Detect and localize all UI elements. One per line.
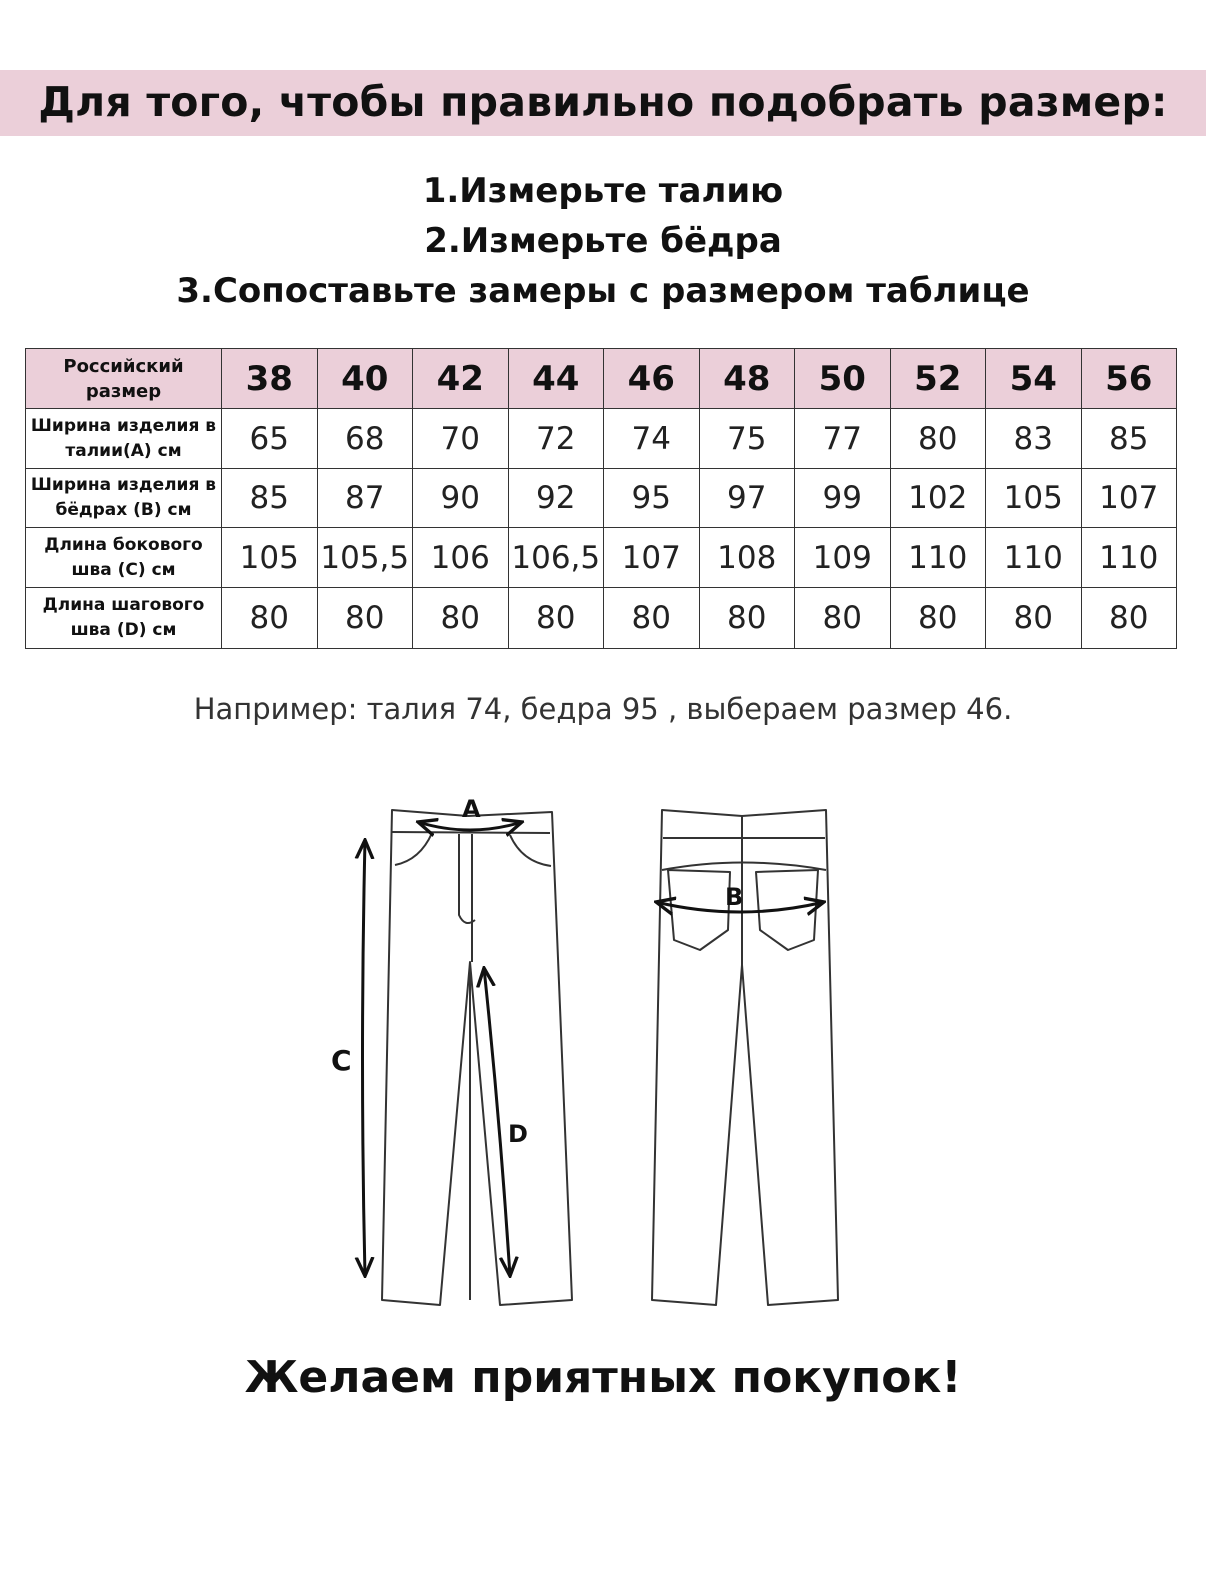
size-header-cell: 40	[317, 349, 413, 409]
example-text: Например: талия 74, бедра 95 , выбераем размер 46.	[193, 692, 1013, 726]
size-header-cell: 52	[890, 349, 986, 409]
table-cell: 105,5	[317, 528, 413, 588]
size-header-cell: 46	[604, 349, 700, 409]
row-label: Ширина изделия в талии(А) см	[26, 409, 222, 469]
hip-width-row	[26, 469, 1177, 528]
label-d: D	[508, 1120, 528, 1148]
table-cell: 110	[1081, 528, 1177, 588]
measurement-arrows	[363, 822, 825, 1276]
side-seam-row	[26, 528, 1177, 588]
table-cell: 70	[413, 409, 509, 469]
side-seam-arrow-c	[363, 840, 366, 1276]
table-cell: 110	[986, 528, 1082, 588]
table-cell: 108	[699, 528, 795, 588]
table-cell: 80	[508, 588, 604, 649]
table-cell: 99	[795, 469, 891, 528]
table-cell: 110	[890, 528, 986, 588]
size-header-cell: 50	[795, 349, 891, 409]
back-pants-drawing	[652, 810, 838, 1305]
size-header-cell: 42	[413, 349, 509, 409]
table-cell: 80	[604, 588, 700, 649]
page-title: Для того, чтобы правильно подобрать размер:	[38, 78, 1168, 126]
table-cell: 80	[890, 588, 986, 649]
size-table	[25, 348, 1177, 649]
waist-arrow-a	[418, 822, 522, 830]
table-cell: 85	[222, 469, 318, 528]
front-pants-drawing	[382, 810, 572, 1305]
size-header-cell: 38	[222, 349, 318, 409]
table-cell: 77	[795, 409, 891, 469]
russian-size-label: Российский размер	[26, 349, 222, 409]
label-b: В	[725, 883, 744, 911]
table-cell: 80	[317, 588, 413, 649]
step-3: 3.Сопоставьте замеры с размером таблице	[176, 271, 1030, 311]
table-cell: 97	[699, 469, 795, 528]
table-cell: 72	[508, 409, 604, 469]
table-cell: 68	[317, 409, 413, 469]
table-cell: 80	[1081, 588, 1177, 649]
table-cell: 107	[1081, 469, 1177, 528]
row-label: Длина бокового шва (С) см	[26, 528, 222, 588]
table-cell: 75	[699, 409, 795, 469]
table-cell: 80	[699, 588, 795, 649]
table-cell: 80	[413, 588, 509, 649]
table-cell: 65	[222, 409, 318, 469]
inseam-row	[26, 588, 1177, 649]
size-header-row	[26, 349, 1177, 409]
inseam-arrow-d	[484, 968, 510, 1276]
table-cell: 90	[413, 469, 509, 528]
table-cell: 107	[604, 528, 700, 588]
label-a: А	[462, 795, 481, 823]
table-cell: 74	[604, 409, 700, 469]
row-label: Длина шагового шва (D) см	[26, 588, 222, 649]
step-1: 1.Измерьте талию	[422, 171, 784, 211]
table-cell: 92	[508, 469, 604, 528]
table-cell: 95	[604, 469, 700, 528]
row-label: Ширина изделия в бёдрах (В) см	[26, 469, 222, 528]
table-cell: 105	[986, 469, 1082, 528]
step-2: 2.Измерьте бёдра	[424, 221, 782, 261]
footer-message: Желаем приятных покупок!	[244, 1352, 962, 1403]
table-cell: 106,5	[508, 528, 604, 588]
size-header-cell: 56	[1081, 349, 1177, 409]
table-cell: 80	[795, 588, 891, 649]
size-header-cell: 48	[699, 349, 795, 409]
instruction-steps	[0, 166, 1206, 316]
table-cell: 102	[890, 469, 986, 528]
table-cell: 105	[222, 528, 318, 588]
table-cell: 87	[317, 469, 413, 528]
size-header-cell: 44	[508, 349, 604, 409]
size-header-cell: 54	[986, 349, 1082, 409]
label-c: С	[331, 1044, 352, 1077]
table-cell: 80	[222, 588, 318, 649]
table-cell: 83	[986, 409, 1082, 469]
table-cell: 80	[890, 409, 986, 469]
table-cell: 85	[1081, 409, 1177, 469]
waist-width-row	[26, 409, 1177, 469]
table-cell: 109	[795, 528, 891, 588]
table-cell: 106	[413, 528, 509, 588]
table-cell: 80	[986, 588, 1082, 649]
pants-measurement-diagram	[0, 780, 1206, 1340]
